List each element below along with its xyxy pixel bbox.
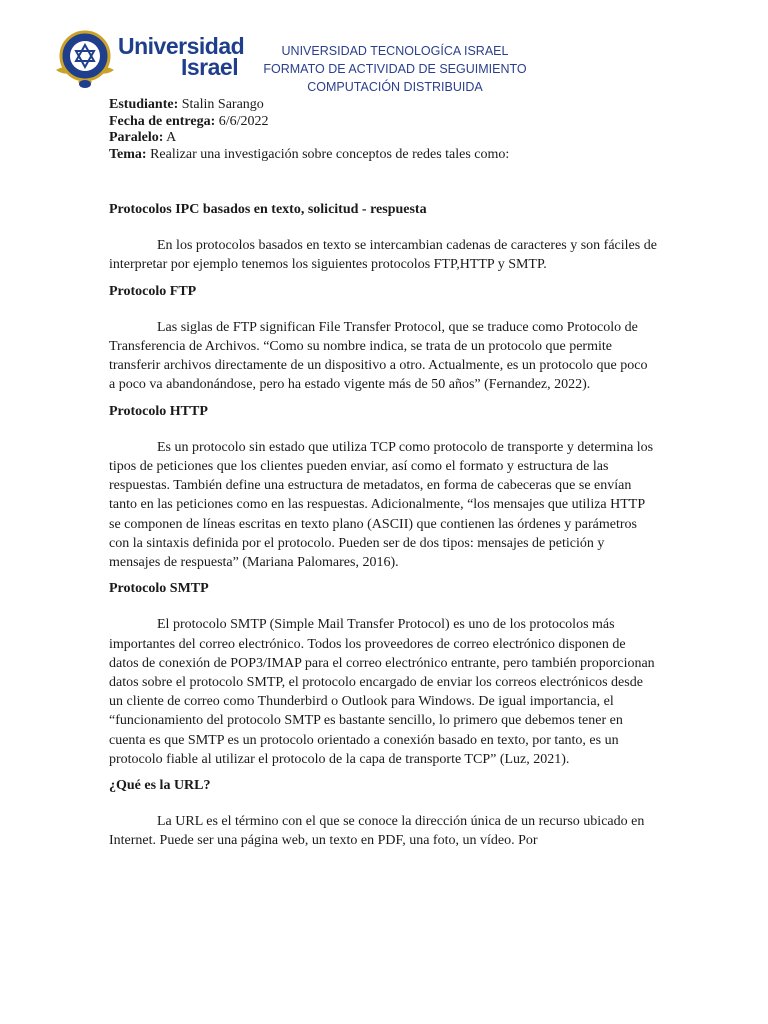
logo-wordmark-line1: Universidad (118, 33, 245, 59)
paragraph-ftp: Las siglas de FTP significan File Transfer Protocol, que se traduce como Protocolo de Transferencia de Archivos. “Como su nombre indica, se trata de un protocolo que permite transferir archivos directamente de un dispositivo a otro. Actualmente, es un protocolo que poco a poco va abandonándose, pero ha estado vigente más de 50 años” (Fernandez, 2022). (109, 319, 648, 393)
paragraph-http: Es un protocolo sin estado que utiliza TCP como protocolo de transporte y determina los tipos de peticiones que los clientes pueden enviar, así como el formato y estructura de las respuestas. También define una estructura de metadatos, en forma de cabeceras que se envían tanto en las peticiones como en las respuestas. Adicionalmente, “los mensajes que utiliza HTTP se componen de líneas escritas en texto plano (ASCII) que contienen las órdenes y parámetros con la sintaxis definida por el protocolo. Pueden ser de dos tipos: mensajes de petición y mensajes de respuesta” (Mariana Palomares, 2016). (109, 439, 654, 571)
student-label: Estudiante: (109, 97, 179, 112)
institution-name: UNIVERSIDAD TECNOLOGÍCA ISRAEL (281, 44, 509, 58)
paragraph-ipc: En los protocolos basados en texto se intercambian cadenas de caracteres y son fáciles de interpretar por ejemplo tenemos los siguientes protocolos FTP,HTTP y SMTP. (109, 238, 657, 273)
document-body (109, 200, 657, 851)
date-row (109, 114, 509, 131)
format-title: FORMATO DE ACTIVIDAD DE SEGUIMIENTO (263, 62, 527, 76)
date-label: Fecha de entrega: (109, 113, 216, 129)
topic-row (109, 147, 509, 164)
logo-wordmark-line2: Israel (181, 54, 239, 80)
student-info-block (109, 97, 509, 163)
section-heading-smtp: Protocolo SMTP (109, 581, 209, 597)
topic-value: Realizar una investigación sobre conceptos de redes tales como: (146, 146, 510, 162)
student-row (109, 97, 509, 114)
document-header (50, 24, 750, 104)
university-seal-logo (52, 26, 118, 92)
paragraph-url: La URL es el término con el que se conoce la dirección única de un recurso ubicado en Internet. Puede ser una página web, un texto en PDF, una foto, un vídeo. Por (109, 814, 645, 849)
student-value: Stalin Sarango (178, 97, 264, 112)
section-heading-ftp: Protocolo FTP (109, 283, 197, 299)
section-heading-url: ¿Qué es la URL? (109, 778, 211, 794)
institution-heading (240, 42, 550, 96)
section-heading-ipc: Protocolos IPC basados en texto, solicitud - respuesta (109, 202, 427, 217)
date-value: 6/6/2022 (215, 113, 269, 129)
paragraph-smtp: El protocolo SMTP (Simple Mail Transfer Protocol) es uno de los protocolos más importantes del correo electrónico. Todos los proveedores de correo electrónico disponen de datos de conexión de POP3/IMAP para el correo electrónico entrante, pero también proporcionan datos sobre el protocolo SMTP, el protocolo encargado de enviar los correos electrónicos desde un cliente de correo como Thunderbird o Outlook para Windows. De igual importancia, el “funcionamiento del protocolo SMTP es bastante sencillo, lo primero que debemos tener en cuenta es que SMTP es un protocolo orientado a conexión basado en texto, por tanto, es un protocolo fiable al utilizar el protocolo de la capa de transporte TCP” (Luz, 2021). (109, 617, 655, 767)
section-row (109, 130, 509, 147)
section-value: A (163, 130, 177, 145)
section-label: Paralelo: (109, 130, 164, 145)
topic-label: Tema: (109, 146, 147, 162)
subject-title: COMPUTACIÓN DISTRIBUIDA (307, 80, 483, 94)
section-heading-http: Protocolo HTTP (109, 403, 208, 419)
